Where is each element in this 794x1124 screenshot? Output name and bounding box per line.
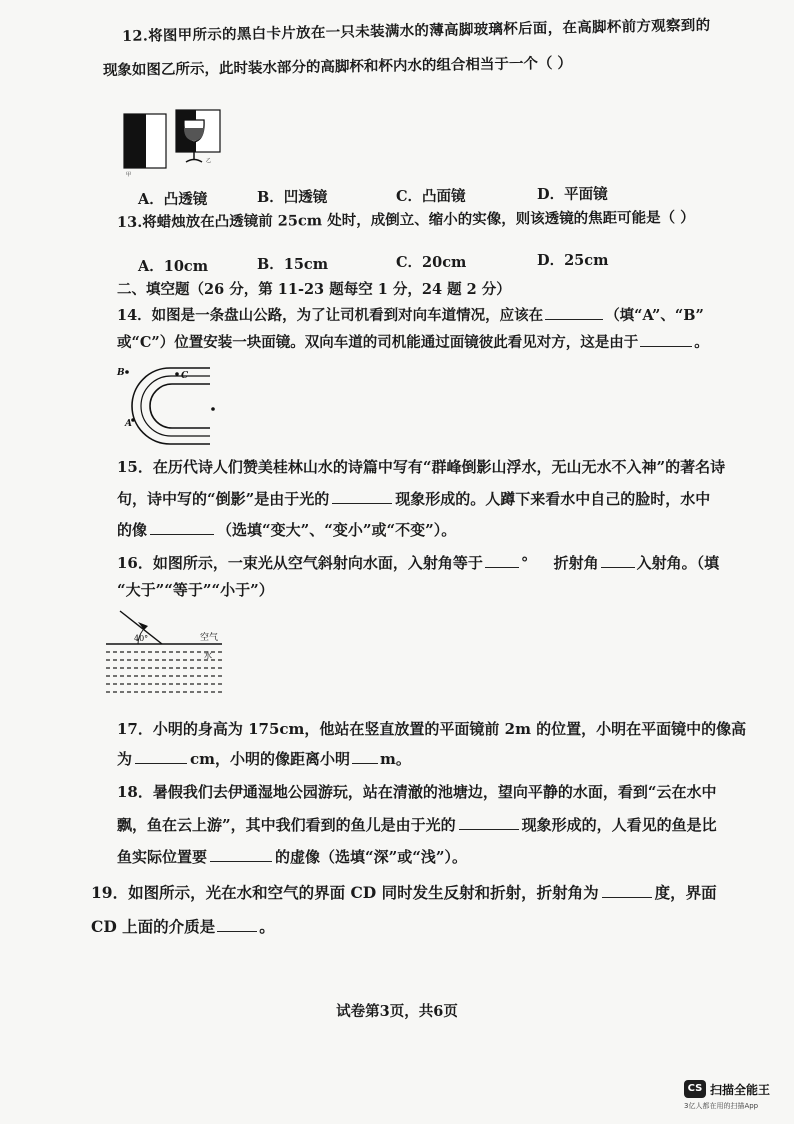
- watermark-name: 扫描全能王: [710, 1083, 771, 1097]
- q17-text-2: cm，小明的像距离小明: [190, 750, 351, 768]
- refraction-figure: [100, 606, 230, 706]
- q18-line3: [117, 847, 467, 866]
- q19-line1: [91, 883, 717, 902]
- q16-text-4: 入射角。（填: [636, 554, 720, 572]
- q14-blank-1[interactable]: [545, 305, 603, 320]
- q15-blank-2[interactable]: [150, 520, 214, 535]
- q15-blank-1[interactable]: [332, 489, 392, 504]
- q16-blank-2[interactable]: [601, 553, 635, 568]
- q15-line2: [117, 489, 710, 508]
- watermark-subtitle: 3亿人都在用的扫描App: [684, 1102, 759, 1110]
- q12-line2: 现象如图乙所示，此时装水部分的高脚杯和杯内水的组合相当于一个（ ）: [102, 54, 573, 79]
- q18-blank-2[interactable]: [210, 847, 272, 862]
- q15-text-2: 现象形成的。人蹲下来看水中自己的脸时，水中: [395, 490, 711, 508]
- q17-text-1: 为: [117, 750, 133, 768]
- q16-text-3: 折射角: [553, 554, 599, 572]
- q18-text-1: 飘，鱼在云上游”，其中我们看到的鱼儿是由于光的: [117, 816, 456, 834]
- q16-line1: [117, 553, 719, 572]
- q17-text-3: m。: [380, 750, 411, 768]
- q14-line2: [117, 332, 709, 352]
- q15-line1: 15．在历代诗人们赞美桂林山水的诗篇中写有“群峰倒影山浮水，无山无水不入神”的著名诗: [117, 458, 726, 476]
- q15-text-1: 句，诗中写的“倒影”是由于光的: [117, 490, 330, 508]
- label-a: A: [125, 419, 132, 429]
- q12-line1: 12.将图甲所示的黑白卡片放在一只未装满水的薄高脚玻璃杯后面，在高脚杯前方观察到的: [121, 16, 711, 45]
- q16-line2: “大于”“等于”“小于”）: [117, 581, 274, 599]
- q14-text-2: （填“A”、“B”: [605, 307, 704, 324]
- fig-label-a: 甲: [126, 172, 132, 178]
- q14-text-1: 14．如图是一条盘山公路，为了让司机看到对向车道情况，应该在: [117, 307, 544, 324]
- q13-option-a: A．10cm: [138, 258, 209, 275]
- q12-option-d: D．平面镜: [537, 186, 608, 203]
- cs-logo-icon: CS: [684, 1080, 706, 1098]
- q15-text-3: 的像: [117, 521, 148, 539]
- fig-label-b: 乙: [206, 158, 212, 164]
- q16-text-2: °: [520, 554, 529, 572]
- q13-option-d: D．25cm: [537, 252, 609, 269]
- label-b: B: [117, 368, 125, 378]
- q13-option-c: C．20cm: [396, 254, 467, 271]
- angle-label: 40°: [134, 634, 149, 643]
- q16-blank-1[interactable]: [485, 553, 519, 568]
- q19-text-4: 。: [259, 917, 275, 936]
- q12-option-a: A．凸透镜: [138, 191, 208, 208]
- q14-text-4: 。: [694, 334, 709, 351]
- section2-title: 二、填空题（26 分，第 11-23 题每空 1 分，24 题 2 分）: [117, 281, 511, 298]
- q17-line1: 17．小明的身高为 175cm，他站在竖直放置的平面镜前 2m 的位置，小明在平面镜中的像高: [117, 720, 747, 738]
- q18-text-3: 鱼实际位置要: [117, 848, 208, 866]
- q12-option-c: C．凸面镜: [396, 188, 466, 205]
- q17-blank-2[interactable]: [352, 749, 378, 764]
- q12-option-b: B．凹透镜: [257, 189, 328, 206]
- q19-text-2: 度，界面: [654, 883, 717, 902]
- q19-blank-1[interactable]: [602, 883, 652, 898]
- page-footer: 试卷第3页，共6页: [336, 1003, 458, 1020]
- mountain-road-figure: [115, 358, 235, 448]
- q16-text-1: 16．如图所示，一束光从空气斜射向水面，入射角等于: [117, 554, 483, 572]
- q18-text-2: 现象形成的，人看见的鱼是比: [521, 816, 717, 834]
- q19-line2: [91, 917, 275, 936]
- q18-line1: 18．暑假我们去伊通湿地公园游玩，站在清澈的池塘边，望向平静的水面，看到“云在水中: [117, 783, 717, 801]
- q15-text-4: （选填“变大”、“变小”或“不变”）。: [217, 521, 457, 539]
- air-label: 空气: [200, 633, 219, 643]
- q14-line1: [117, 305, 704, 325]
- q13-option-b: B．15cm: [257, 256, 329, 273]
- q19-blank-2[interactable]: [217, 917, 257, 932]
- q19-text-1: 19．如图所示，光在水和空气的界面 CD 同时发生反射和折射，折射角为: [91, 883, 599, 902]
- q18-line2: [117, 815, 717, 834]
- q14-text-3: 或“C”）位置安装一块面镜。双向车道的司机能通过面镜彼此看见对方，这是由于: [117, 334, 639, 351]
- q18-text-4: 的虚像（选填“深”或“浅”）。: [275, 848, 468, 866]
- q15-line3: [117, 520, 456, 539]
- q13-line1: 13.将蜡烛放在凸透镜前 25cm 处时，成倒立、缩小的实像，则该透镜的焦距可能是（ ）: [116, 208, 695, 231]
- q14-blank-2[interactable]: [640, 332, 692, 347]
- q12-figure: [120, 106, 230, 176]
- q18-blank-1[interactable]: [459, 815, 519, 830]
- water-label: 水: [204, 651, 212, 660]
- q17-line2: [117, 749, 411, 768]
- q17-blank-1[interactable]: [135, 749, 187, 764]
- q19-text-3: CD 上面的介质是: [91, 917, 216, 936]
- label-c: C: [181, 371, 189, 381]
